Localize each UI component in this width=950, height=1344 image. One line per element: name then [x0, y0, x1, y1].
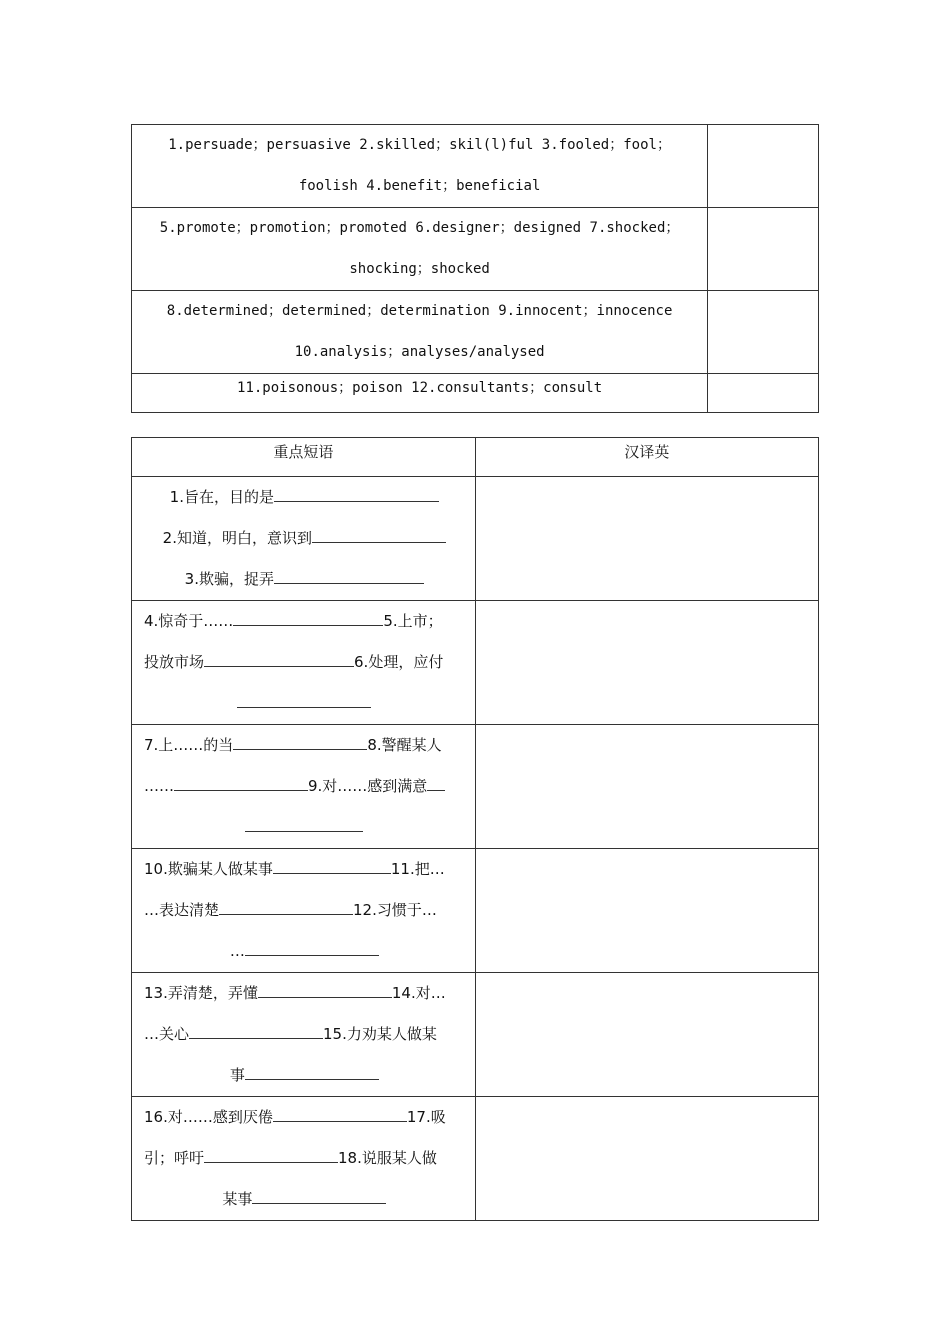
phrase-text: 引；呼吁	[144, 1149, 205, 1167]
answer-blank[interactable]	[274, 569, 424, 584]
answer-line: 8.determined；determined；determination 9.innocent；innocence	[166, 303, 673, 319]
table-row	[132, 849, 819, 973]
table-row	[132, 125, 819, 208]
phrase-cell	[132, 1097, 476, 1221]
answer-key-table	[131, 124, 819, 413]
table-row	[132, 477, 819, 601]
table-row	[132, 973, 819, 1097]
translation-cell[interactable]	[475, 477, 818, 601]
empty-cell	[708, 374, 819, 413]
answer-line: shocking；shocked	[349, 261, 490, 277]
phrase-text: 8.警醒某人	[367, 736, 442, 754]
phrase-text: 9.对……感到满意	[308, 777, 428, 795]
answer-blank[interactable]	[245, 941, 379, 956]
answer-blank[interactable]	[258, 983, 392, 998]
translation-cell[interactable]	[475, 601, 818, 725]
answer-blank[interactable]	[219, 900, 353, 915]
phrase-table	[131, 437, 819, 1221]
answer-cell	[132, 374, 708, 413]
answer-blank[interactable]	[233, 611, 383, 626]
table-row	[132, 291, 819, 374]
phrase-text: ……	[144, 777, 174, 795]
phrase-text: 16.对……感到厌倦	[144, 1108, 273, 1126]
answer-blank[interactable]	[245, 817, 363, 832]
answer-line: 11.poisonous；poison 12.consultants；consult	[237, 380, 603, 396]
answer-blank[interactable]	[245, 1065, 379, 1080]
phrase-text: 事	[229, 1066, 245, 1084]
table-row	[132, 208, 819, 291]
table-row	[132, 1097, 819, 1221]
phrase-cell	[132, 725, 476, 849]
answer-cell	[132, 291, 708, 374]
translation-cell[interactable]	[475, 849, 818, 973]
answer-blank[interactable]	[252, 1189, 386, 1204]
phrase-text: 投放市场	[144, 653, 205, 671]
column-header-translation: 汉译英	[475, 438, 818, 477]
phrase-text: 18.说服某人做	[338, 1149, 437, 1167]
answer-blank[interactable]	[189, 1024, 323, 1039]
answer-blank[interactable]	[273, 859, 391, 874]
phrase-cell	[132, 849, 476, 973]
table-row	[132, 725, 819, 849]
table-header-row	[132, 438, 819, 477]
answer-line: 10.analysis；analyses/analysed	[294, 344, 545, 360]
phrase-text: 12.习惯于…	[353, 901, 437, 919]
phrase-text: 15.力劝某人做某	[323, 1025, 437, 1043]
phrase-text: 6.处理，应付	[354, 653, 444, 671]
phrase-text: …	[229, 942, 245, 960]
phrase-text: 17.吸	[406, 1108, 446, 1126]
answer-blank[interactable]	[204, 1148, 338, 1163]
answer-blank[interactable]	[237, 693, 371, 708]
answer-line: foolish 4.benefit；beneficial	[298, 178, 541, 194]
translation-cell[interactable]	[475, 1097, 818, 1221]
phrase-text: 13.弄清楚，弄懂	[144, 984, 258, 1002]
empty-cell	[708, 125, 819, 208]
translation-cell[interactable]	[475, 973, 818, 1097]
phrase-text: 4.惊奇于……	[144, 612, 234, 630]
table-row	[132, 374, 819, 413]
empty-cell	[708, 208, 819, 291]
phrase-cell	[132, 601, 476, 725]
phrase-text: 2.知道，明白，意识到	[162, 529, 312, 547]
table-row	[132, 601, 819, 725]
answer-blank[interactable]	[174, 776, 308, 791]
phrase-text: …关心	[144, 1025, 190, 1043]
answer-blank[interactable]	[204, 652, 354, 667]
phrase-cell	[132, 973, 476, 1097]
phrase-text: 7.上……的当	[144, 736, 234, 754]
translation-cell[interactable]	[475, 725, 818, 849]
phrase-text: 11.把…	[390, 860, 445, 878]
answer-blank[interactable]	[274, 487, 439, 502]
phrase-text: 某事	[222, 1190, 253, 1208]
phrase-cell	[132, 477, 476, 601]
answer-blank[interactable]	[312, 528, 446, 543]
phrase-text: 5.上市；	[383, 612, 443, 630]
answer-cell	[132, 208, 708, 291]
answer-line: 5.promote；promotion；promoted 6.designer；designed 7.shocked；	[159, 220, 680, 236]
phrase-text: 14.对…	[391, 984, 446, 1002]
phrase-text: 10.欺骗某人做某事	[144, 860, 273, 878]
phrase-text: 3.欺骗，捉弄	[184, 570, 274, 588]
phrase-text: 1.旨在，目的是	[169, 488, 274, 506]
column-header-phrases: 重点短语	[132, 438, 476, 477]
answer-line: 1.persuade；persuasive 2.skilled；skil(l)ful 3.fooled；fool；	[168, 137, 671, 153]
phrase-text: …表达清楚	[144, 901, 220, 919]
answer-blank[interactable]	[273, 1107, 407, 1122]
answer-blank[interactable]	[233, 735, 367, 750]
empty-cell	[708, 291, 819, 374]
answer-blank[interactable]	[427, 776, 445, 791]
answer-cell	[132, 125, 708, 208]
